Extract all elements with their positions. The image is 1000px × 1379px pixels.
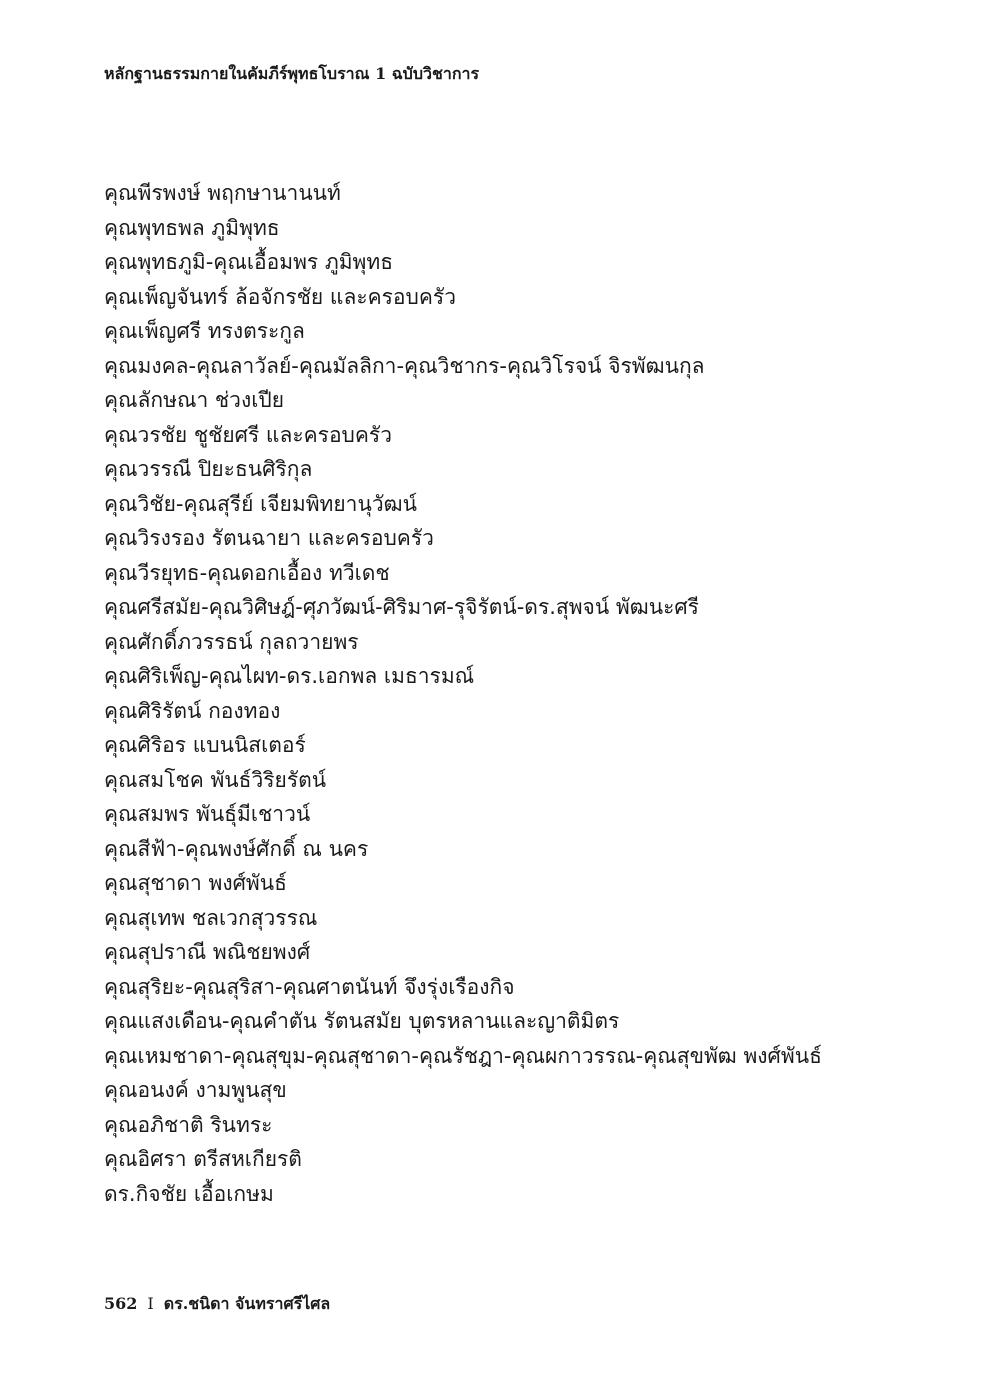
donor-name: คุณวิรงรอง รัตนฉายา และครอบครัว	[104, 526, 434, 550]
donor-name: คุณสุเทพ ชลเวกสุวรรณ	[104, 905, 318, 930]
donor-name: คุณพุทธพล ภูมิพุทธ	[104, 215, 280, 240]
donor-name: คุณสีฟ้า-คุณพงษ์ศักดิ์ ณ นคร	[104, 836, 369, 861]
author-name: ดร.ชนิดา จันทราศรีไศล	[163, 1294, 331, 1313]
donor-name: คุณสมพร พันธุ์มีเชาวน์	[104, 802, 311, 826]
donor-name: คุณสุริยะ-คุณสุริสา-คุณศาตนันท์ จึงรุ่งเรืองกิจ	[104, 974, 515, 999]
donor-name: คุณวรชัย ชูชัยศรี และครอบครัว	[104, 422, 393, 447]
donor-name: คุณมงคล-คุณลาวัลย์-คุณมัลลิกา-คุณวิชากร-คุณวิโรจน์ จิรพัฒนกุล	[104, 353, 705, 378]
donor-name: คุณวีรยุทธ-คุณดอกเอื้อง ทวีเดช	[104, 560, 390, 585]
page-number: 562	[104, 1294, 138, 1313]
donor-name: คุณอภิชาติ รินทระ	[104, 1112, 273, 1137]
donor-name: คุณสมโชค พันธ์วิริยรัตน์	[104, 767, 327, 792]
running-header	[104, 62, 479, 86]
donor-name: คุณลักษณา ช่วงเปีย	[104, 388, 285, 412]
donor-name: คุณศรีสมัย-คุณวิศิษฎ์-ศุภวัฒน์-ศิริมาศ-รุจิรัตน์-ดร.สุพจน์ พัฒนะศรี	[104, 595, 699, 619]
book-title: หลักฐานธรรมกายในคัมภีร์พุทธโบราณ 1 ฉบับวิชาการ	[104, 64, 480, 83]
donor-name: คุณเหมชาดา-คุณสุขุม-คุณสุชาดา-คุณรัชฎา-คุณผกาวรรณ-คุณสุขพัฒ พงศ์พันธ์	[104, 1043, 822, 1068]
donor-name: คุณสุปราณี พณิชยพงศ์	[104, 940, 311, 964]
donor-name: คุณเพ็ญจันทร์ ล้อจักรชัย และครอบครัว	[104, 284, 456, 309]
donor-name: คุณศิริเพ็ญ-คุณไผท-ดร.เอกพล เมธารมณ์	[104, 664, 475, 688]
running-footer	[104, 1292, 330, 1316]
donor-name: คุณพีรพงษ์ พฤกษานานนท์	[104, 181, 341, 205]
donor-name: คุณศิริรัตน์ กองทอง	[104, 698, 281, 723]
donor-name: คุณอิศรา ตรีสหเกียรติ	[104, 1147, 302, 1171]
donor-name: คุณอนงค์ งามพูนสุข	[104, 1078, 287, 1102]
donor-name: ดร.กิจชัย เอื้อเกษม	[104, 1181, 274, 1206]
donor-name: คุณเพ็ญศรี ทรงตระกูล	[104, 319, 305, 343]
donor-name: คุณวิชัย-คุณสุรีย์ เจียมพิทยานุวัฒน์	[104, 491, 417, 516]
donor-name: คุณแสงเดือน-คุณคำตัน รัตนสมัย บุตรหลานและญาติมิตร	[104, 1009, 620, 1033]
donor-name: คุณสุชาดา พงศ์พันธ์	[104, 871, 287, 895]
donor-name: คุณพุทธภูมิ-คุณเอื้อมพร ภูมิพุทธ	[104, 250, 394, 274]
donor-name: คุณศักดิ์ภวรรธน์ กุลถวายพร	[104, 629, 359, 654]
donor-name: คุณศิริอร แบนนิสเตอร์	[104, 733, 306, 757]
footer-separator: I	[147, 1294, 154, 1313]
donor-name: คุณวรรณี ปิยะธนศิริกุล	[104, 457, 313, 481]
donor-name-list	[104, 176, 822, 1211]
